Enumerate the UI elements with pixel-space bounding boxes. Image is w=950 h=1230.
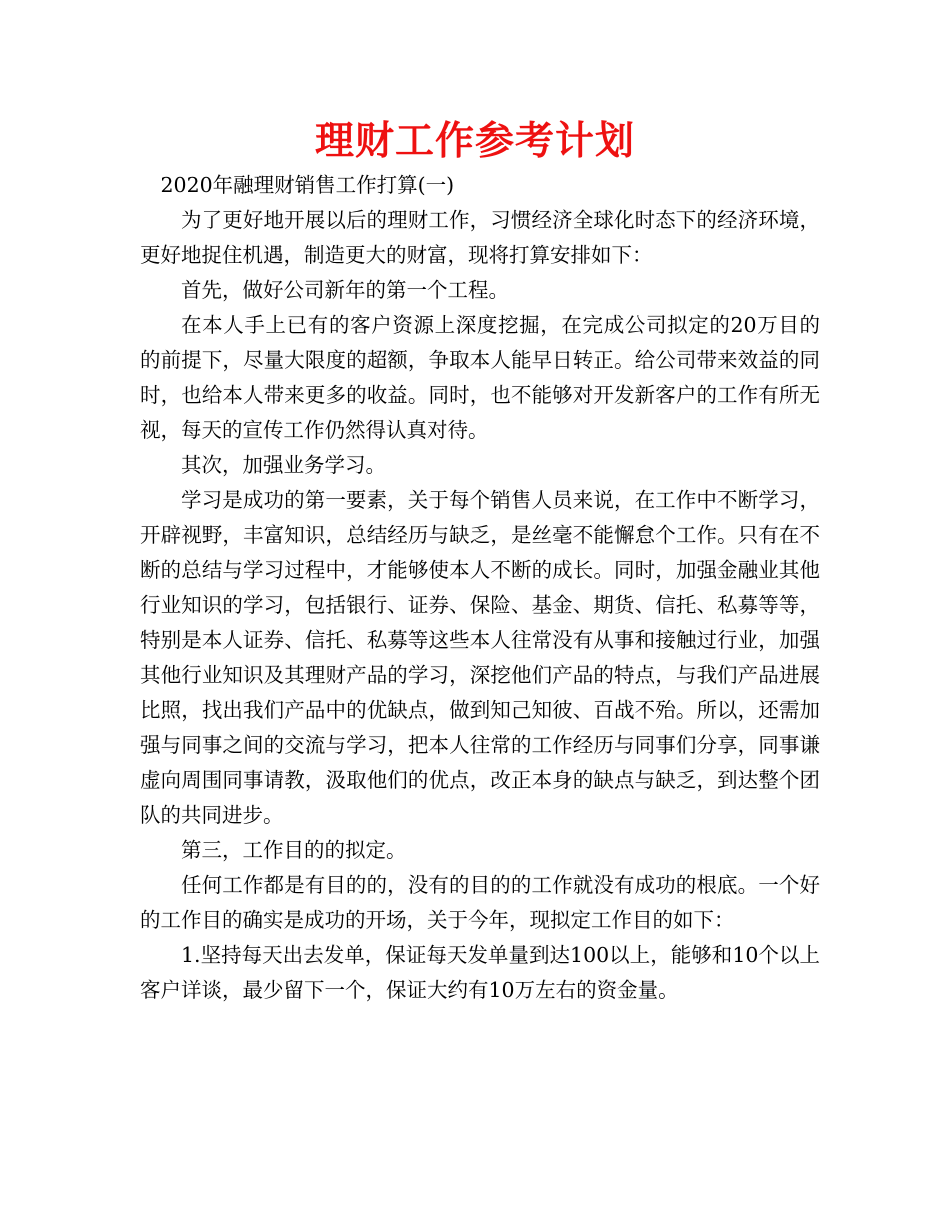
paragraph-learning: 学习是成功的第一要素，关于每个销售人员来说，在工作中不断学习，开辟视野，丰富知识，总结经历与缺乏，是丝毫不能懈怠个工作。只有在不断的总结与学习过程中，才能够使本人不断的成长。同时，加强金融业其他行业知识的学习，包括银行、证券、保险、基金、期货、信托、私募等等，特别是本人证券、信托、私募等这些本人往常没有从事和接触过行业，加强其他行业知识及其理财产品的学习，深挖他们产品的特点，与我们产品进展比照，找出我们产品中的优缺点，做到知己知彼、百战不殆。所以，还需加强与同事之间的交流与学习，把本人往常的工作经历与同事们分享，同事谦虚向周围同事请教，汲取他们的优点，改正本身的缺点与缺乏，到达整个团队的共同进步。 [140, 488, 820, 827]
document-subtitle: 2020年融理财销售工作打算(一) [160, 173, 455, 197]
paragraph-heading-first: 首先，做好公司新年的第一个工程。 [181, 278, 509, 302]
paragraph-goal-item-1: 1.坚持每天出去发单，保证每天发单量到达100以上，能够和10个以上客户详谈，最少留下一个，保证大约有10万左右的资金量。 [140, 943, 820, 1002]
paragraph-goals: 任何工作都是有目的的，没有的目的的工作就没有成功的根底。一个好的工作目的确实是成功的开场，关于今年，现拟定工作目的如下： [140, 873, 820, 932]
document-body [140, 168, 820, 1008]
document-title: 理财工作参考计划 [314, 119, 635, 164]
paragraph-heading-second: 其次，加强业务学习。 [181, 453, 386, 477]
paragraph-client-resources: 在本人手上已有的客户资源上深度挖掘，在完成公司拟定的20万目的的前提下，尽量大限度的超额，争取本人能早日转正。给公司带来效益的同时，也给本人带来更多的收益。同时，也不能够对开发新客户的工作有所无视，每天的宣传工作仍然得认真对待。 [140, 313, 820, 442]
paragraph-heading-third: 第三，工作目的的拟定。 [181, 838, 407, 862]
paragraph-intro: 为了更好地开展以后的理财工作，习惯经济全球化时态下的经济环境，更好地捉住机遇，制造更大的财富，现将打算安排如下： [140, 208, 820, 267]
